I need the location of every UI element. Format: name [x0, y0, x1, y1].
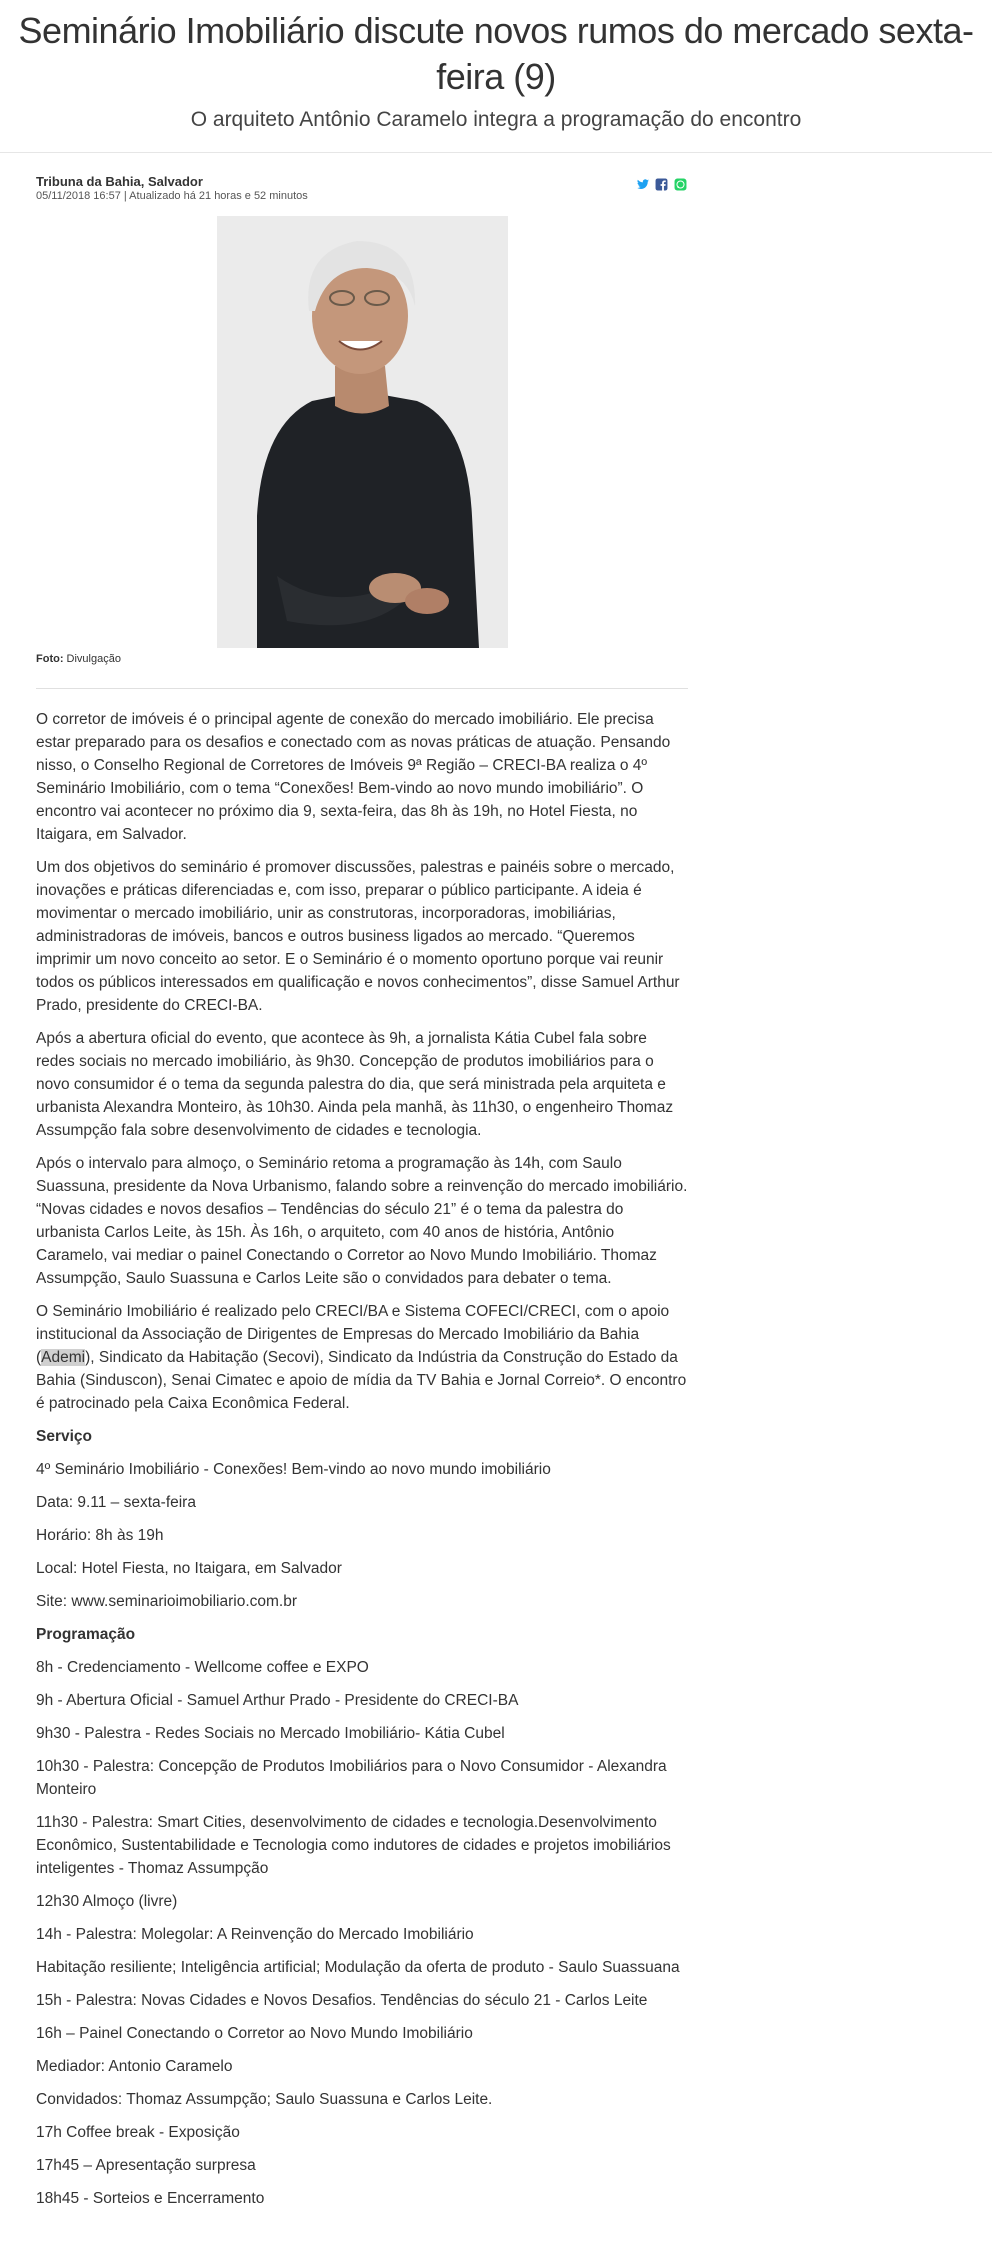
content-divider — [36, 688, 688, 689]
list-item: 16h – Painel Conectando o Corretor ao Novo Mundo Imobiliário — [36, 2025, 473, 2042]
list-item: 17h45 – Apresentação surpresa — [36, 2157, 256, 2174]
article-photo — [217, 216, 508, 648]
paragraph-text: O Seminário Imobiliário é realizado pelo CRECI/BA e Sistema COFECI/CRECI, com o apoio institucional da Associação de Dirigentes de Empresas do Mercado Imobiliário da Bahia ( — [36, 1303, 670, 1366]
list-item: Mediador: Antonio Caramelo — [36, 2058, 233, 2075]
article-source: Tribuna da Bahia, Salvador — [36, 174, 203, 189]
whatsapp-icon[interactable] — [674, 178, 688, 191]
list-item: Data: 9.11 – sexta-feira — [36, 1494, 196, 1511]
paragraph-text: ), Sindicato da Habitação (Secovi), Sindicato da Indústria da Construção do Estado da Bahia (Sinduscon), Senai Cimatec e apoio de mídia da TV Bahia e Jornal Correio*. O encontro é patrocinado pela Caixa Econômica Federal. — [36, 1349, 687, 1412]
photo-caption — [36, 653, 121, 665]
servico-title: Serviço — [36, 1428, 93, 1445]
list-item: 18h45 - Sorteios e Encerramento — [36, 2190, 265, 2207]
header-divider — [0, 152, 992, 153]
list-item: 15h - Palestra: Novas Cidades e Novos Desafios. Tendências do século 21 - Carlos Leite — [36, 1992, 648, 2009]
list-item: 12h30 Almoço (livre) — [36, 1893, 178, 1910]
article-paragraph — [36, 1300, 688, 1415]
list-item: Convidados: Thomaz Assumpção; Saulo Suassuna e Carlos Leite. — [36, 2091, 493, 2108]
article-body — [36, 708, 688, 2220]
article-paragraph: O corretor de imóveis é o principal agente de conexão do mercado imobiliário. Ele precisa estar preparado para os desafios e conectado com as novas práticas de atuação. Pensando nisso, o Conselho Regional de Corretores de Imóveis 9ª Região – CRECI-BA realiza o 4º Seminário Imobiliário, com o tema “Conexões! Bem-vindo ao novo mundo imobiliário”. O encontro vai acontecer no próximo dia 9, sexta-feira, das 8h às 19h, no Hotel Fiesta, no Itaigara, em Salvador. — [36, 711, 671, 843]
list-item: 17h Coffee break - Exposição — [36, 2124, 240, 2141]
servico-section — [36, 1425, 688, 1613]
programacao-section — [36, 1623, 688, 2210]
list-item: Habitação resiliente; Inteligência artificial; Modulação da oferta de produto - Saulo Suassuana — [36, 1959, 680, 1976]
list-item: 11h30 - Palestra: Smart Cities, desenvolvimento de cidades e tecnologia.Desenvolvimento Econômico, Sustentabilidade e Tecnologia como indutores de cidades e projetos imobiliários inteligentes - Thomaz Assumpção — [36, 1814, 671, 1877]
list-item: Site: www.seminarioimobiliario.com.br — [36, 1593, 297, 1610]
portrait-image — [217, 216, 508, 648]
list-item: 9h - Abertura Oficial - Samuel Arthur Prado - Presidente do CRECI-BA — [36, 1692, 519, 1709]
list-item: 4º Seminário Imobiliário - Conexões! Bem-vindo ao novo mundo imobiliário — [36, 1461, 551, 1478]
article-paragraph: Um dos objetivos do seminário é promover discussões, palestras e painéis sobre o mercado, inovações e práticas diferenciadas e, com isso, preparar o público participante. A ideia é movimentar o mercado imobiliário, unir as construtoras, incorporadoras, imobiliárias, administradoras de imóveis, bancos e outros business ligados ao mercado. “Queremos imprimir um novo conceito ao setor. E o Seminário é o momento oportuno porque vai reunir todos os públicos interessados em qualificação e novos conhecimentos”, disse Samuel Arthur Prado, presidente do CRECI-BA. — [36, 859, 680, 1014]
list-item: 10h30 - Palestra: Concepção de Produtos Imobiliários para o Novo Consumidor - Alexandra Monteiro — [36, 1758, 667, 1798]
list-item: Horário: 8h às 19h — [36, 1527, 164, 1544]
facebook-icon[interactable] — [655, 178, 669, 191]
list-item: 14h - Palestra: Molegolar: A Reinvenção do Mercado Imobiliário — [36, 1926, 474, 1943]
article-header — [0, 0, 992, 132]
page-title: Seminário Imobiliário discute novos rumos do mercado sexta-feira (9) — [18, 10, 974, 97]
article-paragraph: Após o intervalo para almoço, o Seminário retoma a programação às 14h, com Saulo Suassuna, presidente da Nova Urbanismo, falando sobre a reinvenção do mercado imobiliário. “Novas cidades e novos desafios – Tendências do século 21” é o tema da palestra do urbanista Carlos Leite, às 15h. Às 16h, o arquiteto, com 40 anos de história, Antônio Caramelo, vai mediar o painel Conectando o Corretor ao Novo Mundo Imobiliário. Thomaz Assumpção, Saulo Suassuna e Carlos Leite são o convidados para debater o tema. — [36, 1155, 688, 1287]
caption-label: Foto: — [36, 653, 64, 665]
share-bar — [636, 178, 688, 191]
highlighted-word[interactable]: Ademi — [41, 1349, 86, 1366]
page-subtitle: O arquiteto Antônio Caramelo integra a programação do encontro — [190, 108, 802, 131]
article-meta — [36, 174, 688, 202]
list-item: 8h - Credenciamento - Wellcome coffee e EXPO — [36, 1659, 369, 1676]
article-paragraph: Após a abertura oficial do evento, que acontece às 9h, a jornalista Kátia Cubel fala sobre redes sociais no mercado imobiliário, às 9h30. Concepção de produtos imobiliários para o novo consumidor é o tema da segunda palestra do dia, que será ministrada pela arquiteta e urbanista Alexandra Monteiro, às 10h30. Ainda pela manhã, às 11h30, o engenheiro Thomaz Assumpção fala sobre desenvolvimento de cidades e tecnologia. — [36, 1030, 674, 1139]
twitter-icon[interactable] — [636, 178, 650, 191]
list-item: Local: Hotel Fiesta, no Itaigara, em Salvador — [36, 1560, 342, 1577]
programacao-title: Programação — [36, 1626, 136, 1643]
list-item: 9h30 - Palestra - Redes Sociais no Mercado Imobiliário- Kátia Cubel — [36, 1725, 505, 1742]
article-date: 05/11/2018 16:57 | Atualizado há 21 horas e 52 minutos — [36, 190, 308, 202]
caption-value: Divulgação — [66, 653, 121, 665]
